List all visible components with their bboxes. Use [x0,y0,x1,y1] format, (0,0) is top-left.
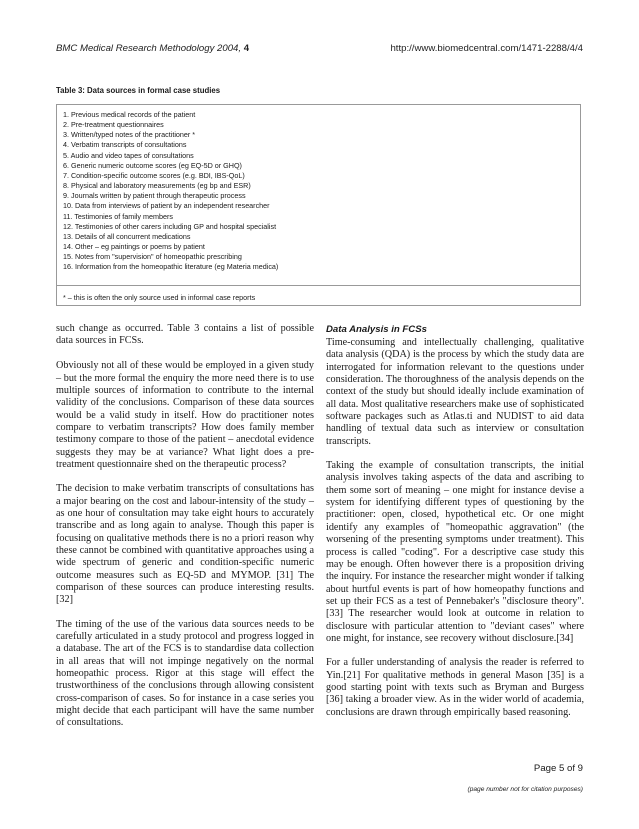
journal-volume: 4 [243,43,250,54]
list-item: 9. Journals written by patient through therapeutic process [63,191,246,201]
table-caption: Table 3: Data sources in formal case studies [56,86,221,95]
list-item: 2. Pre-treatment questionnaires [63,120,164,130]
list-item: 10. Data from interviews of patient by an independent researcher [63,201,270,211]
list-item: 5. Audio and video tapes of consultations [63,150,194,160]
body-paragraph: For a fuller understanding of analysis the reader is referred to Yin.[21] For qualitative methods in general Mason [35] is a good starting point with texts such as Bryman and Burgess [36] taking a broader view. As in the wider world of academia, conclusions are drawn through empirically based reasoning. [326,657,584,718]
body-paragraph: The decision to make verbatim transcripts of consultations has a major bearing on the cost and labour-intensity of the study – as one hour of consultation may take eight hours to accurately transcribe and as long again to analyse. Though this paper is focusing on qualitative methods there is no a priori reason why these cannot be combined with quantitative approaches using a wide spectrum of generic and condition-specific numeric outcome measures such as EQ-5D and MYMOP. [31] The comparison of these sources can produce interesting results. [32] [56,483,314,606]
data-sources-list [57,105,580,273]
list-item: 12. Testimonies of other carers including GP and hospital specialist [63,221,277,231]
body-paragraph: such change as occurred. Table 3 contains a list of possible data sources in FCSs. [56,323,314,347]
table-divider [57,285,580,286]
list-item: 3. Written/typed notes of the practitioner * [63,130,196,140]
list-item: 15. Notes from "supervision" of homeopathic prescribing [63,252,242,262]
right-column [326,323,584,731]
list-item: 13. Details of all concurrent medications [63,231,191,241]
page-number-note: (page number not for citation purposes) [467,786,583,793]
body-paragraph: Time-consuming and intellectually challenging, qualitative data analysis (QDA) is the process by which the study data are interrogated for information relevant to the questions under consideration. The thoroughness of the analysis depends on the context of the study but should ideally include examination of all data. Most qualitative researchers make use of sophisticated software packages such as Atlas.ti and NUDIST to aid data handling of textual data such as interview or consultation transcripts. [326,337,584,447]
running-header-journal [56,43,249,54]
list-item: 7. Condition-specific outcome scores (e.g. BDI, IBS-QoL) [63,170,245,180]
page-number: Page 5 of 9 [533,763,583,774]
body-paragraph: Taking the example of consultation transcripts, the initial analysis involves taking aspects of the data and ascribing to them some sort of meaning – one might for instance devise a system for identifying different types of questioning by the practitioner: open, closed, hypothetical etc. Or one might identify any examples of "homeopathic aggravation" (the worsening of the presenting symptoms under treatment). This process is called "coding". For a descriptive case study this may be enough. Often however there is a proposition driving the inquiry. For instance the researcher might wonder if talking about hurtful events is part of how homeopathy functions and set up their FCS as a test of Pennebaker's "disclosure theory". [33] The researcher would look at outcome in relation to disclosure with particular attention to "deviant cases" where one might, for instance, see recovery without disclosure.[34] [326,460,584,644]
section-heading: Data Analysis in FCSs [326,324,427,335]
journal-name: BMC Medical Research Methodology 2004, [56,43,244,54]
list-item: 4. Verbatim transcripts of consultations [63,140,187,150]
running-header-url[interactable]: http://www.biomedcentral.com/1471-2288/4/4 [390,43,583,54]
list-item: 14. Other – eg paintings or poems by patient [63,242,205,252]
list-item: 11. Testimonies of family members [63,211,173,221]
data-sources-table [56,104,581,306]
body-paragraph: Obviously not all of these would be employed in a given study – but the more formal the enquiry the more need there is to use multiple sources of information to contribute to the internal validity of the conclusions. Comparison of these data sources would be a valid study in itself. How do practitioner notes compare to verbatim transcripts? How does family member testimony compare to those of the patient – anecdotal evidence suggests they may be at variance? What light does a pre-treatment questionnaire shed on the therapeutic process? [56,360,314,470]
list-item: 6. Generic numeric outcome scores (eg EQ-5D or GHQ) [63,160,242,170]
list-item: 16. Information from the homeopathic literature (eg Materia medica) [63,262,279,272]
body-paragraph: The timing of the use of the various data sources needs to be carefully articulated in a study protocol and progress logged in a database. The art of the FCS is to standardise data collection in all areas that will not impinge negatively on the normal homeopathic process. Rigor at this stage will effect the trustworthiness of the conclusions through allowing consistent cross-comparison of cases. So for instance in a case series you might decide that each participant will have the same number of consultations. [56,618,314,729]
list-item: 1. Previous medical records of the patient [63,110,196,119]
table-footnote: * – this is often the only source used in informal case reports [63,293,256,302]
list-item: 8. Physical and laboratory measurements (eg bp and ESR) [63,181,251,191]
left-column [56,323,314,742]
